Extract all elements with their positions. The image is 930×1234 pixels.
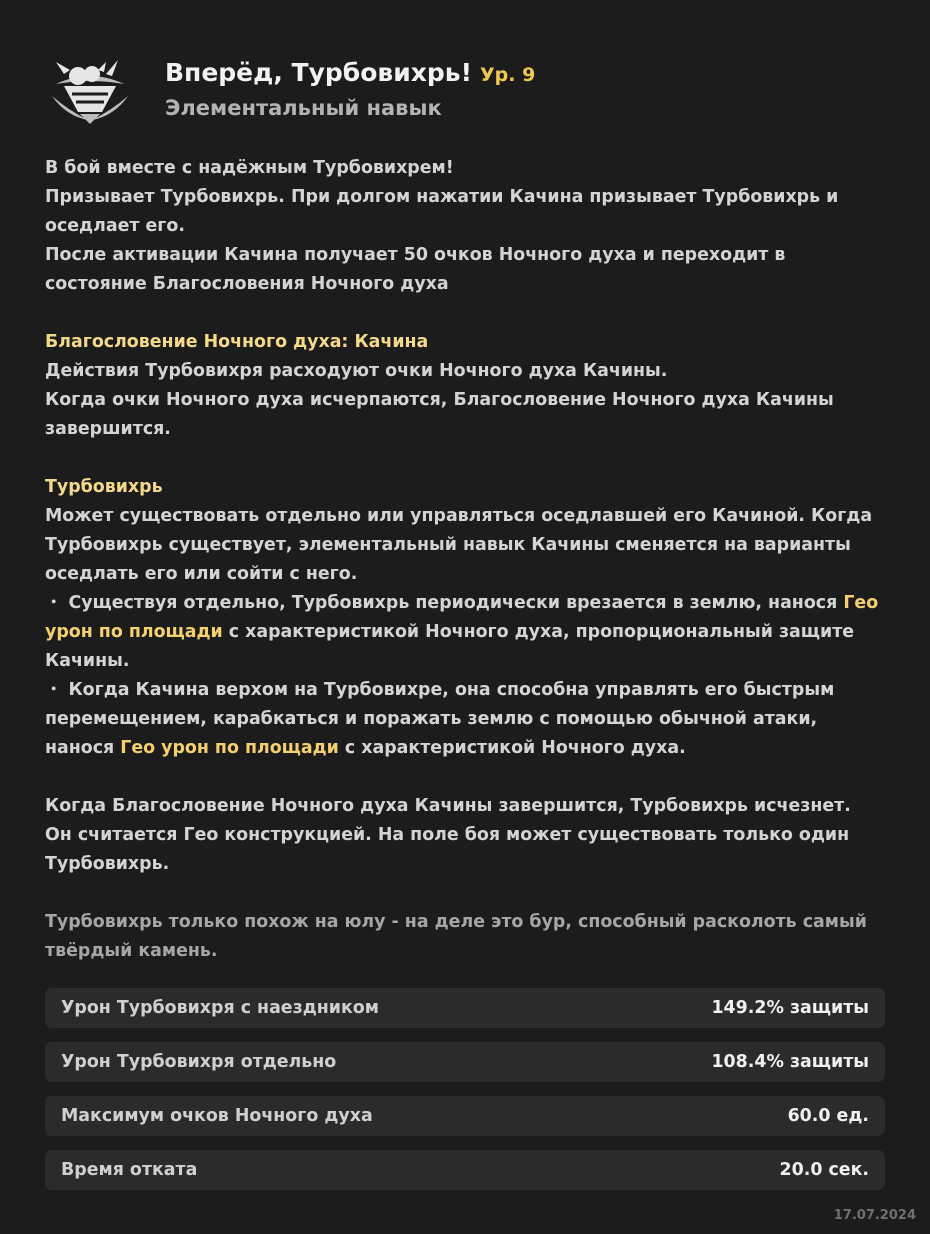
blessing-text: Когда очки Ночного духа исчерпаются, Благословение Ночного духа Качины завершится. (45, 390, 834, 439)
stat-value: 60.0 ед. (787, 1106, 869, 1126)
skill-type: Элементальный навык (165, 96, 442, 120)
geo-aoe-highlight: Гео урон по площади (45, 593, 879, 642)
skill-title: Вперёд, Турбовихрь! (165, 58, 472, 87)
bullet-item: ・ Когда Качина верхом на Турбовихре, она способна управлять его быстрым перемещением, карабкаться и поражать землю с помощью обычной атаки, нанося Гео урон по площади с характеристикой Ночного духа. (45, 680, 835, 758)
turbo-twirly-icon (50, 56, 130, 126)
stat-row (45, 1042, 885, 1082)
intro-line: Призывает Турбовихрь. При долгом нажатии Качина призывает Турбовихрь и оседлает его. (45, 187, 839, 236)
intro-line: После активации Качина получает 50 очков Ночного духа и переходит в состояние Благословения Ночного духа (45, 245, 786, 294)
turbo-title: Турбовихрь (45, 477, 163, 497)
end-text: Когда Благословение Ночного духа Качины завершится, Турбовихрь исчезнет. (45, 796, 851, 816)
date-stamp: 17.07.2024 (833, 1208, 916, 1223)
stat-label: Урон Турбовихря отдельно (61, 1052, 337, 1072)
skill-description (45, 154, 890, 966)
geo-aoe-highlight: Гео урон по площади (120, 738, 339, 758)
stat-value: 108.4% защиты (711, 1052, 869, 1072)
stat-label: Время отката (61, 1160, 198, 1180)
stat-row (45, 1150, 885, 1190)
stat-row (45, 988, 885, 1028)
lore-text: Турбовихрь только похож на юлу - на деле это бур, способный расколоть самый твёрдый камень. (45, 912, 867, 961)
stat-label: Максимум очков Ночного духа (61, 1106, 373, 1126)
stat-row (45, 1096, 885, 1136)
blessing-text: Действия Турбовихря расходуют очки Ночного духа Качины. (45, 361, 668, 381)
end-text: Он считается Гео конструкцией. На поле боя может существовать только один Турбовихрь. (45, 825, 850, 874)
stat-value: 149.2% защиты (711, 998, 869, 1018)
skill-stats (45, 988, 885, 1204)
bullet-item: ・ Существуя отдельно, Турбовихрь периодически врезается в землю, нанося Гео урон по площади с характеристикой Ночного духа, пропорциональный защите Качины. (45, 593, 879, 671)
intro-line: В бой вместе с надёжным Турбовихрем! (45, 158, 454, 178)
blessing-title: Благословение Ночного духа: Качина (45, 332, 429, 352)
skill-level: Ур. 9 (479, 64, 536, 86)
title-line (165, 58, 535, 87)
turbo-text: Может существовать отдельно или управляться оседлавшей его Качиной. Когда Турбовихрь существует, элементальный навык Качины сменяется на варианты оседлать его или сойти с него. (45, 506, 873, 584)
stat-value: 20.0 сек. (779, 1160, 869, 1180)
skill-header (50, 52, 900, 132)
stat-label: Урон Турбовихря с наездником (61, 998, 379, 1018)
